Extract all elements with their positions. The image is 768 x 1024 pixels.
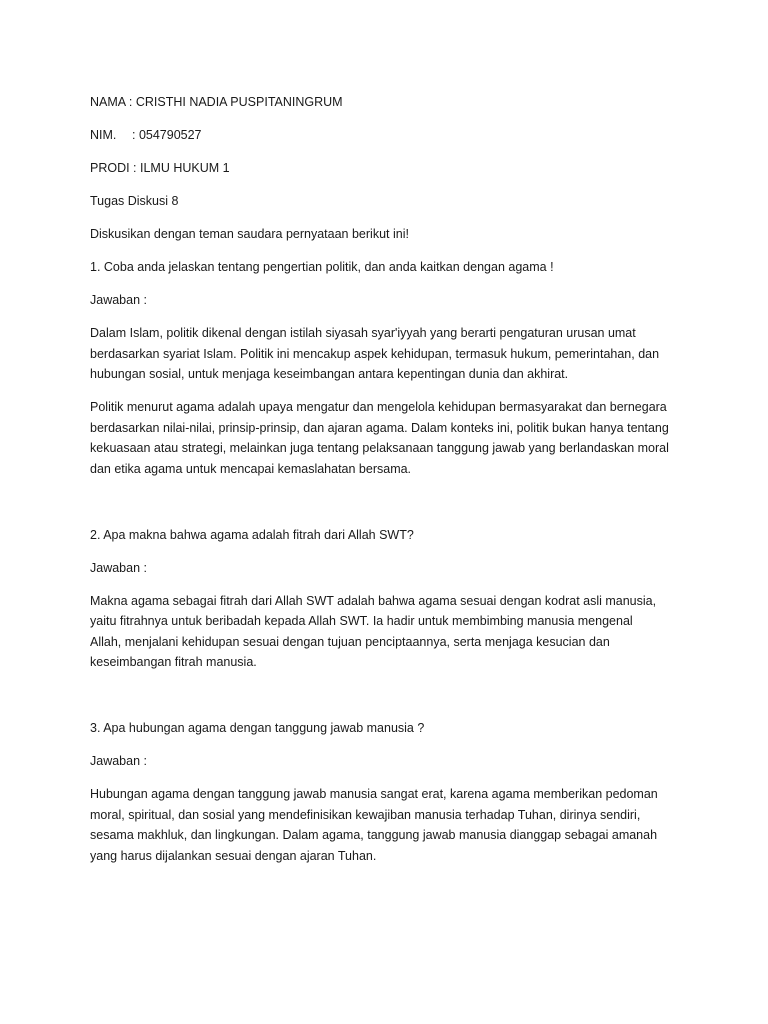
student-nim bbox=[90, 125, 680, 146]
text-line: Politik menurut agama adalah upaya mengatur dan mengelola kehidupan bermasyarakat dan bernegara bbox=[90, 400, 667, 414]
text-line: Allah, menjalani kehidupan sesuai dengan tujuan penciptaannya, serta menjaga kesucian dan bbox=[90, 634, 610, 649]
text-line: hubungan sosial, untuk menjaga keseimbangan antara kepentingan dunia dan akhirat. bbox=[90, 367, 569, 381]
text-line: berdasarkan nilai-nilai, prinsip-prinsip, dan ajaran agama. Dalam konteks ini, politik bukan hanya tentang bbox=[90, 420, 669, 435]
nim-value: : 054790527 bbox=[132, 128, 202, 142]
question-3: 3. Apa hubungan agama dengan tanggung jawab manusia ? bbox=[90, 721, 425, 735]
text-line: berdasarkan syariat Islam. Politik ini mencakup aspek kehidupan, termasuk hukum, pemerintahan, dan bbox=[90, 346, 660, 361]
text-line: Makna agama sebagai fitrah dari Allah SWT adalah bahwa agama sesuai dengan kodrat asli manusia, bbox=[90, 593, 657, 608]
text-line: dan etika agama untuk mencapai kemaslahatan bersama. bbox=[90, 461, 412, 476]
student-prodi: PRODI : ILMU HUKUM 1 bbox=[90, 161, 230, 175]
text-line: Dalam Islam, politik dikenal dengan istilah siyasah syar'iyyah yang berarti pengaturan urusan umat bbox=[90, 326, 636, 340]
document-content bbox=[90, 92, 680, 866]
student-name: NAMA : CRISTHI NADIA PUSPITANINGRUM bbox=[90, 95, 343, 109]
text-line: keseimbangan fitrah manusia. bbox=[90, 655, 257, 669]
question-2: 2. Apa makna bahwa agama adalah fitrah dari Allah SWT? bbox=[90, 527, 414, 542]
answer-label-2: Jawaban : bbox=[90, 560, 147, 575]
answer-3-paragraph-1 bbox=[90, 784, 680, 866]
text-line: yaitu fitrahnya untuk beribadah kepada Allah SWT. Ia hadir untuk membimbing manusia mengenal bbox=[90, 614, 633, 628]
answer-1-paragraph-2 bbox=[90, 397, 680, 479]
text-line: kekuasaan atau strategi, melainkan juga tentang pelaksanaan tanggung jawab yang berlandaskan moral bbox=[90, 441, 669, 455]
task-title: Tugas Diskusi 8 bbox=[90, 194, 179, 208]
text-line: Hubungan agama dengan tanggung jawab manusia sangat erat, karena agama memberikan pedoman bbox=[90, 787, 658, 801]
question-1: 1. Coba anda jelaskan tentang pengertian politik, dan anda kaitkan dengan agama ! bbox=[90, 260, 554, 274]
answer-2-paragraph-1 bbox=[90, 591, 680, 673]
text-line: moral, spiritual, dan sosial yang mendefinisikan kewajiban manusia terhadap Tuhan, dirinya sendiri, bbox=[90, 807, 641, 822]
text-line: sesama makhluk, dan lingkungan. Dalam agama, tanggung jawab manusia dianggap sebagai amanah bbox=[90, 828, 658, 842]
nim-label: NIM. bbox=[90, 128, 117, 142]
instruction: Diskusikan dengan teman saudara pernyataan berikut ini! bbox=[90, 227, 409, 241]
text-line: yang harus dijalankan sesuai dengan ajaran Tuhan. bbox=[90, 848, 377, 863]
answer-label-3: Jawaban : bbox=[90, 754, 147, 768]
answer-label-1: Jawaban : bbox=[90, 293, 147, 307]
answer-1-paragraph-1 bbox=[90, 323, 680, 385]
